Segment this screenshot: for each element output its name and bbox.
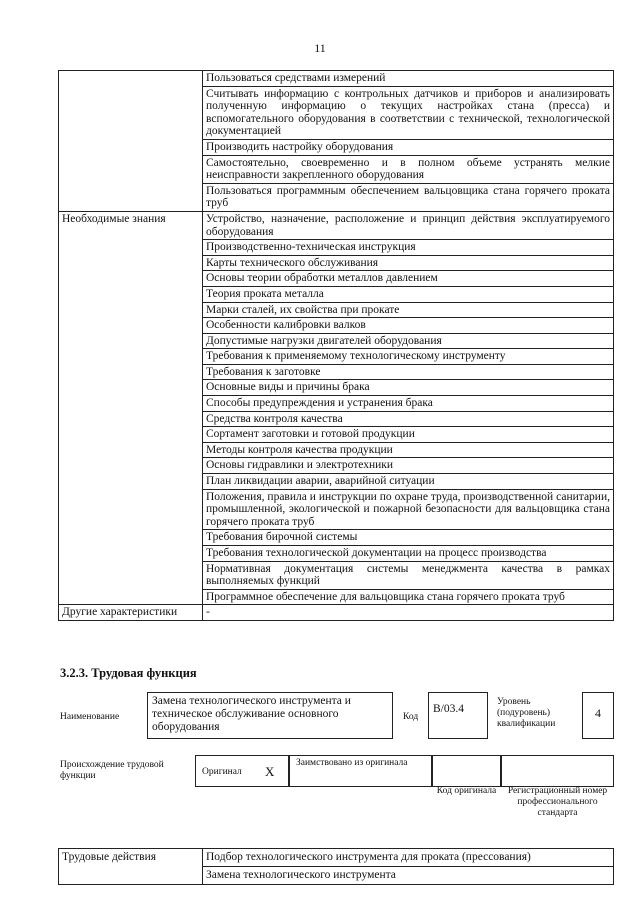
knowledge-item: Производственно-техническая инструкция [203, 240, 614, 256]
code-label: Код [403, 712, 419, 722]
name-label: Наименование [60, 712, 120, 722]
table-row [59, 849, 614, 867]
original-label: Оригинал [202, 767, 242, 777]
knowledge-item: Основные виды и причины брака [203, 380, 614, 396]
other-label: Другие характеристики [59, 605, 203, 621]
knowledge-item: Средства контроля качества [203, 411, 614, 427]
requirements-table [58, 70, 614, 621]
skills-label-cell [59, 71, 203, 212]
action-item: Замена технологического инструмента [203, 867, 614, 885]
knowledge-item: Требования к применяемому технологическому инструменту [203, 349, 614, 365]
table-row [59, 211, 614, 239]
knowledge-item: Основы гидравлики и электротехники [203, 458, 614, 474]
function-name-field: Замена технологического инструмента и техническое обслуживание основного оборудования [147, 692, 393, 739]
level-field: 4 [582, 692, 614, 739]
knowledge-item: Марки сталей, их свойства при прокате [203, 302, 614, 318]
skill-item: Пользоваться программным обеспечением вальцовщика стана горячего проката труб [203, 183, 614, 211]
knowledge-item: Требования к заготовке [203, 364, 614, 380]
registration-number-cell [501, 755, 614, 787]
table-row [59, 71, 614, 87]
knowledge-item: План ликвидации аварии, аварийной ситуации [203, 474, 614, 490]
knowledge-item: Нормативная документация системы менеджмента качества в рамках выполняемых функций [203, 561, 614, 589]
knowledge-item: Методы контроля качества продукции [203, 442, 614, 458]
knowledge-item: Способы предупреждения и устранения брака [203, 396, 614, 412]
knowledge-item: Сортамент заготовки и готовой продукции [203, 427, 614, 443]
original-code-cell [432, 755, 501, 787]
knowledge-item: Программное обеспечение для вальцовщика стана горячего проката труб [203, 589, 614, 605]
knowledge-label: Необходимые знания [59, 211, 203, 604]
action-item: Подбор технологического инструмента для проката (прессования) [203, 849, 614, 867]
original-mark: X [265, 764, 275, 779]
actions-label: Трудовые действия [59, 849, 203, 885]
code-caption: Код оригинала [436, 786, 497, 796]
borrowed-label: Заимствовано из оригинала [296, 758, 408, 768]
knowledge-item: Основы теории обработки металлов давлением [203, 271, 614, 287]
skill-item: Считывать информацию с контрольных датчиков и приборов и анализировать полученную информацию о текущих настройках стана (пресса) и вспомогательного оборудования в соответствии с технической, технологической документацией [203, 86, 614, 139]
other-value: - [203, 605, 614, 621]
knowledge-item: Требования технологической документации на процесс производства [203, 546, 614, 562]
origin-label: Происхождение трудовой функции [60, 760, 164, 781]
knowledge-item: Карты технического обслуживания [203, 255, 614, 271]
table-row [59, 605, 614, 621]
original-cell [195, 755, 289, 787]
skill-item: Пользоваться средствами измерений [203, 71, 614, 87]
page-number: 11 [314, 41, 326, 55]
code-field: B/03.4 [428, 692, 488, 739]
level-label: Уровень (подуровень) квалификации [497, 697, 556, 729]
borrowed-cell [289, 755, 432, 787]
knowledge-item: Положения, правила и инструкции по охране труда, производственной санитарии, промышленной, экологической и пожарной безопасности для вальцовщика стана горячего проката труб [203, 489, 614, 530]
knowledge-item: Требования бирочной системы [203, 530, 614, 546]
knowledge-item: Допустимые нагрузки двигателей оборудования [203, 333, 614, 349]
knowledge-item: Устройство, назначение, расположение и принцип действия эксплуатируемого оборудования [203, 211, 614, 239]
actions-table [58, 848, 614, 885]
knowledge-item: Теория проката металла [203, 286, 614, 302]
skill-item: Производить настройку оборудования [203, 139, 614, 155]
knowledge-item: Особенности калибровки валков [203, 318, 614, 334]
section-title: 3.2.3. Трудовая функция [60, 666, 197, 680]
skill-item: Самостоятельно, своевременно и в полном объеме устранять мелкие неисправности закрепленного оборудования [203, 155, 614, 183]
registration-caption: Регистрационный номер профессионального стандарта [507, 786, 608, 818]
